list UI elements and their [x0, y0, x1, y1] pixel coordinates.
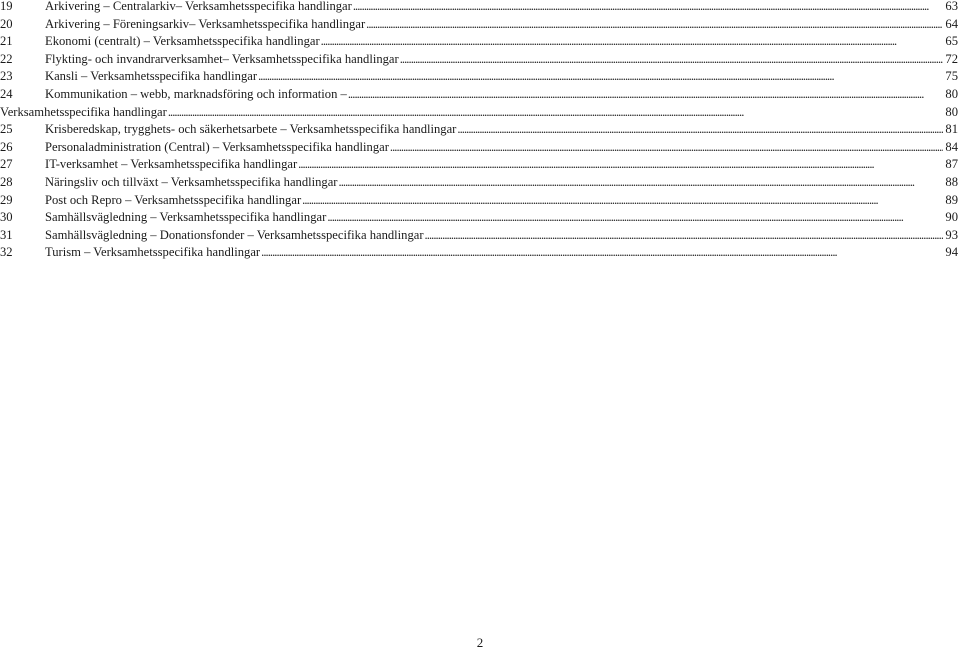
dot-leader [321, 33, 944, 51]
toc-entry-title: Turism – Verksamhetsspecifika handlingar [45, 244, 261, 262]
dot-leader [168, 104, 944, 122]
toc-entry-number: 26 [0, 139, 13, 154]
toc-entry-page: 87 [945, 157, 958, 172]
dot-leader [302, 192, 943, 210]
table-of-contents [0, 0, 958, 262]
toc-entry-page: 89 [945, 192, 958, 207]
toc-entry[interactable] [0, 104, 958, 122]
dot-leader [425, 227, 944, 245]
dot-leader [390, 139, 944, 157]
toc-entry-number: 31 [0, 227, 13, 242]
toc-entry-title: Ekonomi (centralt) – Verksamhetsspecifika handlingar [45, 33, 321, 51]
toc-entry-page: 80 [945, 104, 958, 119]
toc-entry-number: 27 [0, 157, 13, 172]
toc-entry-page: 75 [945, 69, 958, 84]
toc-entry-number: 29 [0, 192, 13, 207]
toc-entry-number: 22 [0, 51, 13, 66]
toc-entry-title: Arkivering – Föreningsarkiv– Verksamhetsspecifika handlingar [45, 16, 366, 34]
toc-entry-page: 94 [945, 245, 958, 260]
toc-entry-title: Kansli – Verksamhetsspecifika handlingar [45, 68, 258, 86]
toc-entry-title: Krisberedskap, trygghets- och säkerhetsarbete – Verksamhetsspecifika handlingar [45, 121, 457, 139]
toc-entry[interactable] [0, 0, 958, 16]
toc-entry[interactable] [0, 192, 958, 210]
toc-entry[interactable] [0, 244, 958, 262]
dot-leader [339, 174, 944, 192]
toc-entry-number: 23 [0, 69, 13, 84]
toc-entry[interactable] [0, 33, 958, 51]
toc-entry-page: 93 [945, 227, 958, 242]
toc-entry[interactable] [0, 174, 958, 192]
toc-entry-title: Samhällsvägledning – Donationsfonder – Verksamhetsspecifika handlingar [45, 227, 425, 245]
toc-entry[interactable] [0, 16, 958, 34]
toc-entry-page: 84 [945, 139, 958, 154]
toc-entry-title: Näringsliv och tillväxt – Verksamhetsspecifika handlingar [45, 174, 339, 192]
toc-entry-page: 64 [945, 16, 958, 31]
dot-leader [457, 121, 943, 139]
toc-entry[interactable] [0, 156, 958, 174]
dot-leader [353, 0, 944, 16]
toc-entry-page: 90 [945, 210, 958, 225]
dot-leader [366, 16, 943, 34]
toc-entry-title: Personaladministration (Central) – Verksamhetsspecifika handlingar [45, 139, 390, 157]
toc-entry-page: 88 [945, 174, 958, 189]
toc-entry-page: 65 [945, 34, 958, 49]
dot-leader [348, 86, 944, 104]
dot-leader [400, 51, 944, 69]
toc-entry-number: 24 [0, 86, 13, 101]
dot-leader [327, 209, 943, 227]
toc-entry[interactable] [0, 51, 958, 69]
toc-entry[interactable] [0, 139, 958, 157]
toc-entry-title: Samhällsvägledning – Verksamhetsspecifika handlingar [45, 209, 327, 227]
toc-entry-title: Flykting- och invandrarverksamhet– Verksamhetsspecifika handlingar [45, 51, 400, 69]
toc-entry-number: 21 [0, 34, 13, 49]
dot-leader [261, 244, 943, 262]
toc-entry-title: Kommunikation – webb, marknadsföring och information – [45, 86, 348, 104]
toc-entry-number: 25 [0, 122, 13, 137]
toc-entry-number: 30 [0, 210, 13, 225]
dot-leader [258, 68, 943, 86]
toc-entry-page: 81 [945, 122, 958, 137]
toc-entry-number: 19 [0, 0, 13, 13]
toc-entry-title: Arkivering – Centralarkiv– Verksamhetsspecifika handlingar [45, 0, 353, 16]
toc-entry[interactable] [0, 227, 958, 245]
toc-entry-page: 80 [945, 86, 958, 101]
toc-entry-title: Post och Repro – Verksamhetsspecifika handlingar [45, 192, 302, 210]
toc-entry-number: 32 [0, 245, 13, 260]
toc-entry[interactable] [0, 209, 958, 227]
page-number: 2 [476, 635, 484, 650]
dot-leader [298, 156, 943, 174]
toc-entry[interactable] [0, 86, 958, 104]
toc-entry-page: 72 [945, 51, 958, 66]
toc-entry-title: Verksamhetsspecifika handlingar [0, 104, 168, 122]
toc-entry-number: 20 [0, 16, 13, 31]
toc-entry[interactable] [0, 121, 958, 139]
toc-entry[interactable] [0, 68, 958, 86]
toc-entry-number: 28 [0, 174, 13, 189]
toc-entry-title: IT-verksamhet – Verksamhetsspecifika handlingar [45, 156, 298, 174]
toc-entry-page: 63 [945, 0, 958, 13]
